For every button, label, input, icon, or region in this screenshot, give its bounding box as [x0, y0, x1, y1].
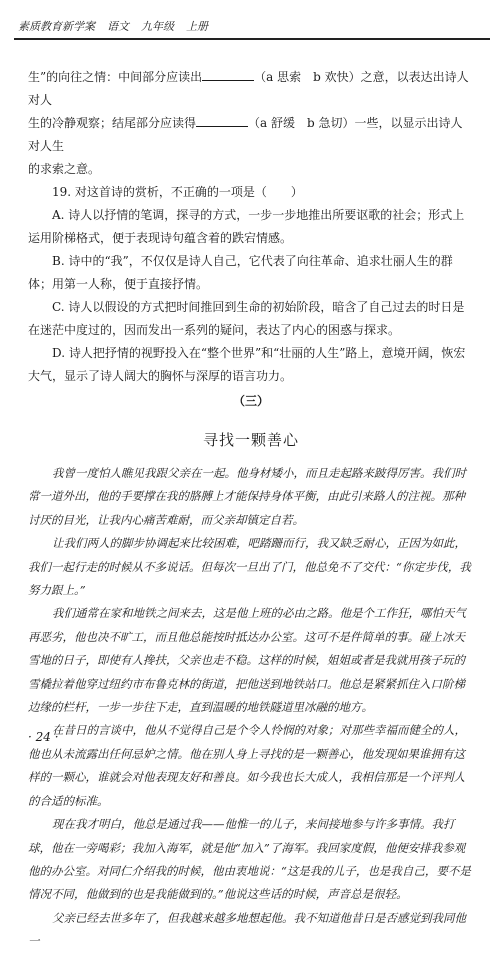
header-volume: 上册 — [186, 20, 208, 33]
page-number: · 24 · — [28, 730, 59, 744]
essay-paragraph: 父亲已经去世多年了，但我越来越多地想起他。我不知道他昔日是否感觉到我同他一 — [28, 910, 466, 949]
essay-paragraph: 我们通常在家和地铁之间来去，这是他上班的必由之路。他是个工作狂，哪怕天气再恶劣，他也决不旷工，而且他总能按时抵达办公室。这可不是件简单的事。碰上冰天雪地的日子，即使有人搀扶，父亲也走不稳。这样的时候，姐姐或者是我就用孩子玩的雪橇拉着他穿过纽约市布鲁克林的街道，把他送到地铁站口。他总是紧紧抓住入口阶梯边缘的栏杆，一步一步往下走，直到温暖的地铁隧道里冰融的地方。 — [28, 606, 466, 715]
essay-title: 寻找一颗善心 — [202, 431, 299, 449]
essay-body — [28, 462, 474, 954]
q19-option-a: A. 诗人以抒情的笔调，探寻的方式，一步一步地推出所要讴歌的社会；形式上运用阶梯格式，便于表现诗句蕴含着的跌宕情感。 — [28, 208, 465, 245]
header-rule — [14, 38, 490, 40]
essay-paragraph: 现在我才明白，他总是通过我——他惟一的儿子，来间接地参与许多事情。我打球，他在一旁喝彩；我加入海军，就是他“加入”了海军。我回家度假，他便安排我参观他的办公室。对同仁介绍我的时候，他由衷地说：“这是我的儿子，也是我自己，要不是情况不同，他做到的也是我能做到的。”他说这些话的时候，声音总是很轻。 — [28, 817, 471, 902]
header-subject: 语文 — [107, 20, 129, 33]
q19-option-c: C. 诗人以假设的方式把时间推回到生命的初始阶段，暗含了自己过去的时日是在迷茫中度过的，因而发出一系列的疑问，表达了内心的困惑与探求。 — [28, 300, 465, 337]
header-book-title: 素质教育新学案 — [18, 20, 95, 33]
essay-paragraph: 我曾一度怕人瞧见我跟父亲在一起。他身材矮小，而且走起路来跛得厉害。我们时常一道外出，他的手要撑在我的胳膊上才能保持身体平衡，由此引来路人的注视。那种讨厌的目光，让我内心痛苦难耐，而父亲却镇定自若。 — [28, 466, 466, 527]
section-marker: （三） — [232, 394, 269, 408]
answer-blank-1[interactable] — [202, 68, 254, 81]
header-grade: 九年级 — [141, 20, 174, 33]
q19-option-d: D. 诗人把抒情的视野投入在“整个世界”和“壮丽的人生”路上，意境开阔，恢宏大气，显示了诗人阔大的胸怀与深厚的语言功力。 — [28, 346, 466, 383]
answer-blank-2[interactable] — [196, 114, 248, 127]
q18-line-2: 生的冷静观察；结尾部分应读得 （a 舒缓 b 急切）一些，以显示出诗人对人生 — [28, 116, 463, 153]
q18-line-3: 的求索之意。 — [28, 162, 101, 176]
running-header — [18, 8, 490, 34]
q19-stem: 19. 对这首诗的赏析，不正确的一项是（ ） — [52, 185, 303, 199]
q18-line-1: 生”的向往之情：中间部分应读出 （a 思索 b 欢快）之意，以表达出诗人对人 — [28, 70, 469, 107]
q19-option-b: B. 诗中的“我”，不仅仅是诗人自己，它代表了向往革命、追求壮丽人生的群体；用第一人称，便于直接抒情。 — [28, 254, 453, 291]
essay-paragraph: 在昔日的言谈中，他从不觉得自己是个令人怜悯的对象；对那些幸福而健全的人，他也从未流露出任何忌妒之情。他在别人身上寻找的是一颗善心，他发现如果谁拥有这样的一颗心，谁就会对他表现友好和善良。如今我也长大成人，我相信那是一个评判人的合适的标准。 — [28, 723, 466, 808]
page-content — [28, 66, 474, 954]
essay-paragraph: 让我们两人的脚步协调起来比较困难，吧踏跚而行，我又缺乏耐心，正因为如此，我们一起行走的时候从不多说话。但每次一旦出了门，他总免不了交代：“你定步伐，我努力跟上。” — [28, 536, 471, 598]
